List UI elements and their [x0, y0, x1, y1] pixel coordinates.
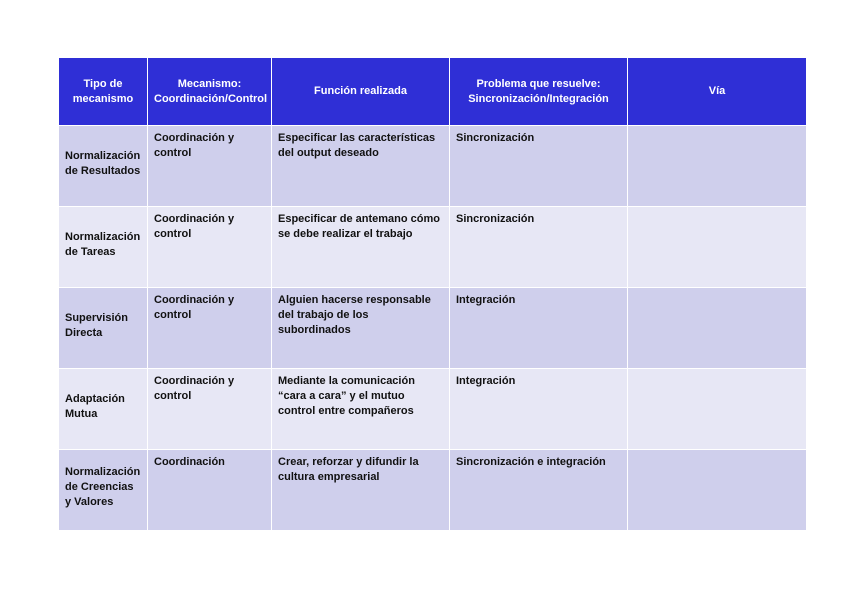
cell-funcion: Especificar de antemano cómo se debe realizar el trabajo: [272, 207, 450, 288]
cell-mecanismo: Coordinación y control: [148, 288, 272, 369]
table-row: [59, 126, 807, 207]
cell-problema: Integración: [450, 288, 628, 369]
table-row: [59, 369, 807, 450]
table-row: [59, 207, 807, 288]
cell-funcion: Especificar las características del output deseado: [272, 126, 450, 207]
header-problema: Problema que resuelve: Sincronización/Integración: [450, 58, 628, 126]
mechanisms-table: [58, 57, 807, 531]
cell-mecanismo: Coordinación y control: [148, 369, 272, 450]
cell-funcion: Mediante la comunicación “cara a cara” y el mutuo control entre compañeros: [272, 369, 450, 450]
cell-mecanismo: Coordinación y control: [148, 207, 272, 288]
header-row: [59, 58, 807, 126]
cell-tipo: Normalización de Tareas: [59, 207, 148, 288]
cell-via: [628, 207, 807, 288]
table-row: [59, 288, 807, 369]
cell-problema: Integración: [450, 369, 628, 450]
cell-via: [628, 126, 807, 207]
cell-tipo: Normalización de Creencias y Valores: [59, 450, 148, 531]
cell-tipo: Supervisión Directa: [59, 288, 148, 369]
cell-funcion: Alguien hacerse responsable del trabajo de los subordinados: [272, 288, 450, 369]
header-via: Vía: [628, 58, 807, 126]
cell-via: [628, 288, 807, 369]
cell-tipo: Adaptación Mutua: [59, 369, 148, 450]
header-funcion: Función realizada: [272, 58, 450, 126]
cell-tipo: Normalización de Resultados: [59, 126, 148, 207]
table-row: [59, 450, 807, 531]
cell-problema: Sincronización: [450, 207, 628, 288]
cell-mecanismo: Coordinación: [148, 450, 272, 531]
cell-funcion: Crear, reforzar y difundir la cultura empresarial: [272, 450, 450, 531]
header-mecanismo: Mecanismo: Coordinación/Control: [148, 58, 272, 126]
cell-mecanismo: Coordinación y control: [148, 126, 272, 207]
cell-via: [628, 369, 807, 450]
cell-via: [628, 450, 807, 531]
header-tipo: Tipo de mecanismo: [59, 58, 148, 126]
cell-problema: Sincronización: [450, 126, 628, 207]
cell-problema: Sincronización e integración: [450, 450, 628, 531]
